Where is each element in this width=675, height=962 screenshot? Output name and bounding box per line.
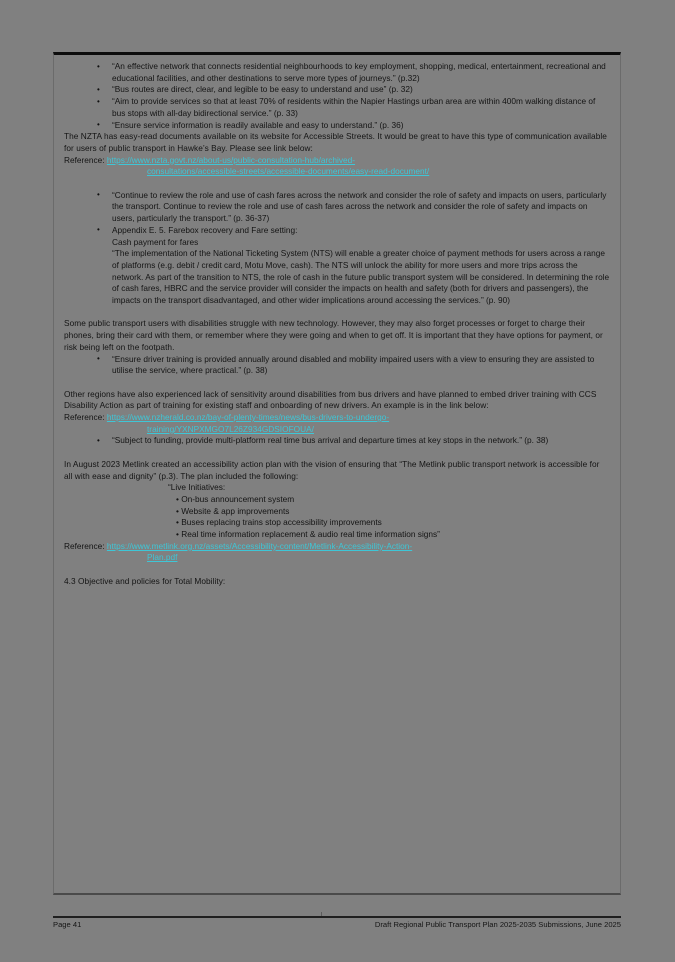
page-footer — [53, 916, 621, 929]
live-initiative-item: • On-bus announcement system — [176, 493, 295, 504]
link-nzherald-driver-training[interactable]: https://www.nzherald.co.nz/bay-of-plenty-times/news/bus-drivers-to-undergo- — [106, 412, 390, 423]
reference-label: Reference: — [64, 540, 105, 551]
link-metlink-accessibility-plan[interactable]: https://www.metlink.org.nz/assets/Accessibility-content/Metlink-Accessibility-Action- — [106, 540, 413, 551]
live-initiative-label: On-bus announcement system — [181, 493, 295, 504]
list-item: • “An effective network that connects residential neighbourhoods to key employment, shopping, medical, entertainment, recreational and educational facilities, and other destinations to serve more types of journeys.” (p.32) — [64, 61, 610, 84]
live-initiative-label: Real time information replacement & audio real time information signs” — [181, 529, 440, 540]
spacer — [64, 447, 610, 459]
spacer — [64, 178, 610, 190]
reference-label: Reference: — [64, 154, 105, 165]
reference-herald — [64, 412, 610, 424]
bullet-list-network-objectives — [64, 61, 610, 131]
spacer — [64, 564, 610, 576]
reference-label: Reference: — [64, 412, 105, 423]
list-item: • “Aim to provide services so that at least 70% of residents within the Napier Hastings urban area are within 400m walking distance of bus stops with all-day bidirectional service.” (p. 33) — [64, 96, 610, 119]
live-initiative-label: Website & app improvements — [181, 505, 290, 516]
reference-nzta-continued — [64, 166, 610, 178]
paragraph-metlink-action-plan: In August 2023 Metlink created an accessibility action plan with the vision of ensuring that “The Metlink public transport network is accessible for all with ease and dignity” (p.3). The plan included the following: — [64, 458, 600, 481]
heading-live-initiatives: “Live Initiatives: — [168, 482, 226, 493]
footer-document-title: Draft Regional Public Transport Plan 2025-2035 Submissions, June 2025 — [374, 920, 621, 929]
link-nzta-easy-read-continued[interactable]: consultations/accessible-streets/accessible-documents/easy-read-document/ — [147, 166, 430, 177]
subheading-cash-payment: Cash payment for fares — [112, 236, 199, 247]
paragraph-nzta-easy-read: The NZTA has easy-read documents available on its website for Accessible Streets. It would be great to have this type of communication available for users of public transport in Hawke’s Bay. Please see link below: — [64, 131, 607, 153]
list-item — [64, 225, 610, 237]
live-initiative-item: • Buses replacing trains stop accessibility improvements — [176, 517, 382, 528]
list-item: • “Bus routes are direct, clear, and legible to be easy to understand and use” (p. 32) — [64, 84, 610, 96]
reference-nzta — [64, 155, 610, 167]
live-initiative-item: • Real time information replacement & audio real time information signs” — [176, 529, 440, 540]
reference-metlink-continued — [64, 552, 610, 564]
live-initiative-item: • Website & app improvements — [176, 505, 290, 516]
quote-national-ticketing-system: “The implementation of the National Ticketing System (NTS) will enable a greater choice of payment methods for users across a range of platforms (e.g. debit / credit card, Motu Move, cash). The NTS will unlock the ability for more users and more trips across the network. As part of the transition to NTS, the role of cash in the future public transport system will be considered. In determining the role of cash fares, HBRC and the service provider will consider the impacts on health and safety (both for drivers and passengers), the impacts on the transport disadvantaged, and other wider implications around accessing the services.” (p. 90) — [112, 248, 610, 306]
bullet-list-realtime — [64, 435, 610, 447]
live-initiative-label: Buses replacing trains stop accessibility improvements — [181, 517, 382, 528]
spacer — [64, 377, 610, 389]
footer-tick-mark — [321, 912, 322, 916]
paragraph-other-regions: Other regions have also experienced lack of sensitivity around disabilities from bus drivers and have planned to embed driver training with CCS Disability Action as part of training for existing staff and onboarding of new drivers. An example is in the link below: — [64, 388, 597, 411]
list-item: • “Ensure service information is readily available and easy to understand.” (p. 36) — [64, 120, 610, 132]
document-page — [53, 52, 621, 895]
bullet-list-fares — [64, 190, 610, 237]
list-item: • “Ensure driver training is provided annually around disabled and mobility impaired users with a view to ensuring they are assisted to utilise the service, where practical.” (p. 38) — [64, 354, 610, 377]
list-item: • “Continue to review the role and use of cash fares across the network and consider the role of safety and impacts on users, particularly the transport. Continue to review the role and use of cash fares across the network and consider the role of safety and impacts on users, particularly the transport.” (p. 36-37) — [64, 190, 610, 225]
link-nzherald-driver-training-continued[interactable]: training/YXNPXMGO7L26Z934GDSIOFOUA/ — [147, 423, 314, 434]
list-item: • “Subject to funding, provide multi-platform real time bus arrival and departure times at key stops in the network.” (p. 38) — [64, 435, 610, 447]
paragraph-disabilities-technology: Some public transport users with disabilities struggle with new technology. However, they may also forget processes or forget to charge their phones, bring their card with them, or remember where they were going and when to get off. It is important that they have options for payment, or risk being left on the footpath. — [64, 318, 603, 352]
bullet-list-driver-training — [64, 354, 610, 377]
list-item-label: Appendix E. 5. Farebox recovery and Fare setting: — [112, 224, 298, 235]
reference-metlink — [64, 541, 610, 553]
heading-total-mobility: 4.3 Objective and policies for Total Mobility: — [64, 575, 226, 586]
link-metlink-accessibility-plan-continued[interactable]: Plan.pdf — [147, 552, 178, 563]
link-nzta-easy-read[interactable]: https://www.nzta.govt.nz/about-us/public-consultation-hub/archived- — [106, 154, 356, 165]
reference-herald-continued — [64, 424, 610, 436]
spacer — [64, 307, 610, 319]
footer-page-number: Page 41 — [53, 920, 82, 929]
